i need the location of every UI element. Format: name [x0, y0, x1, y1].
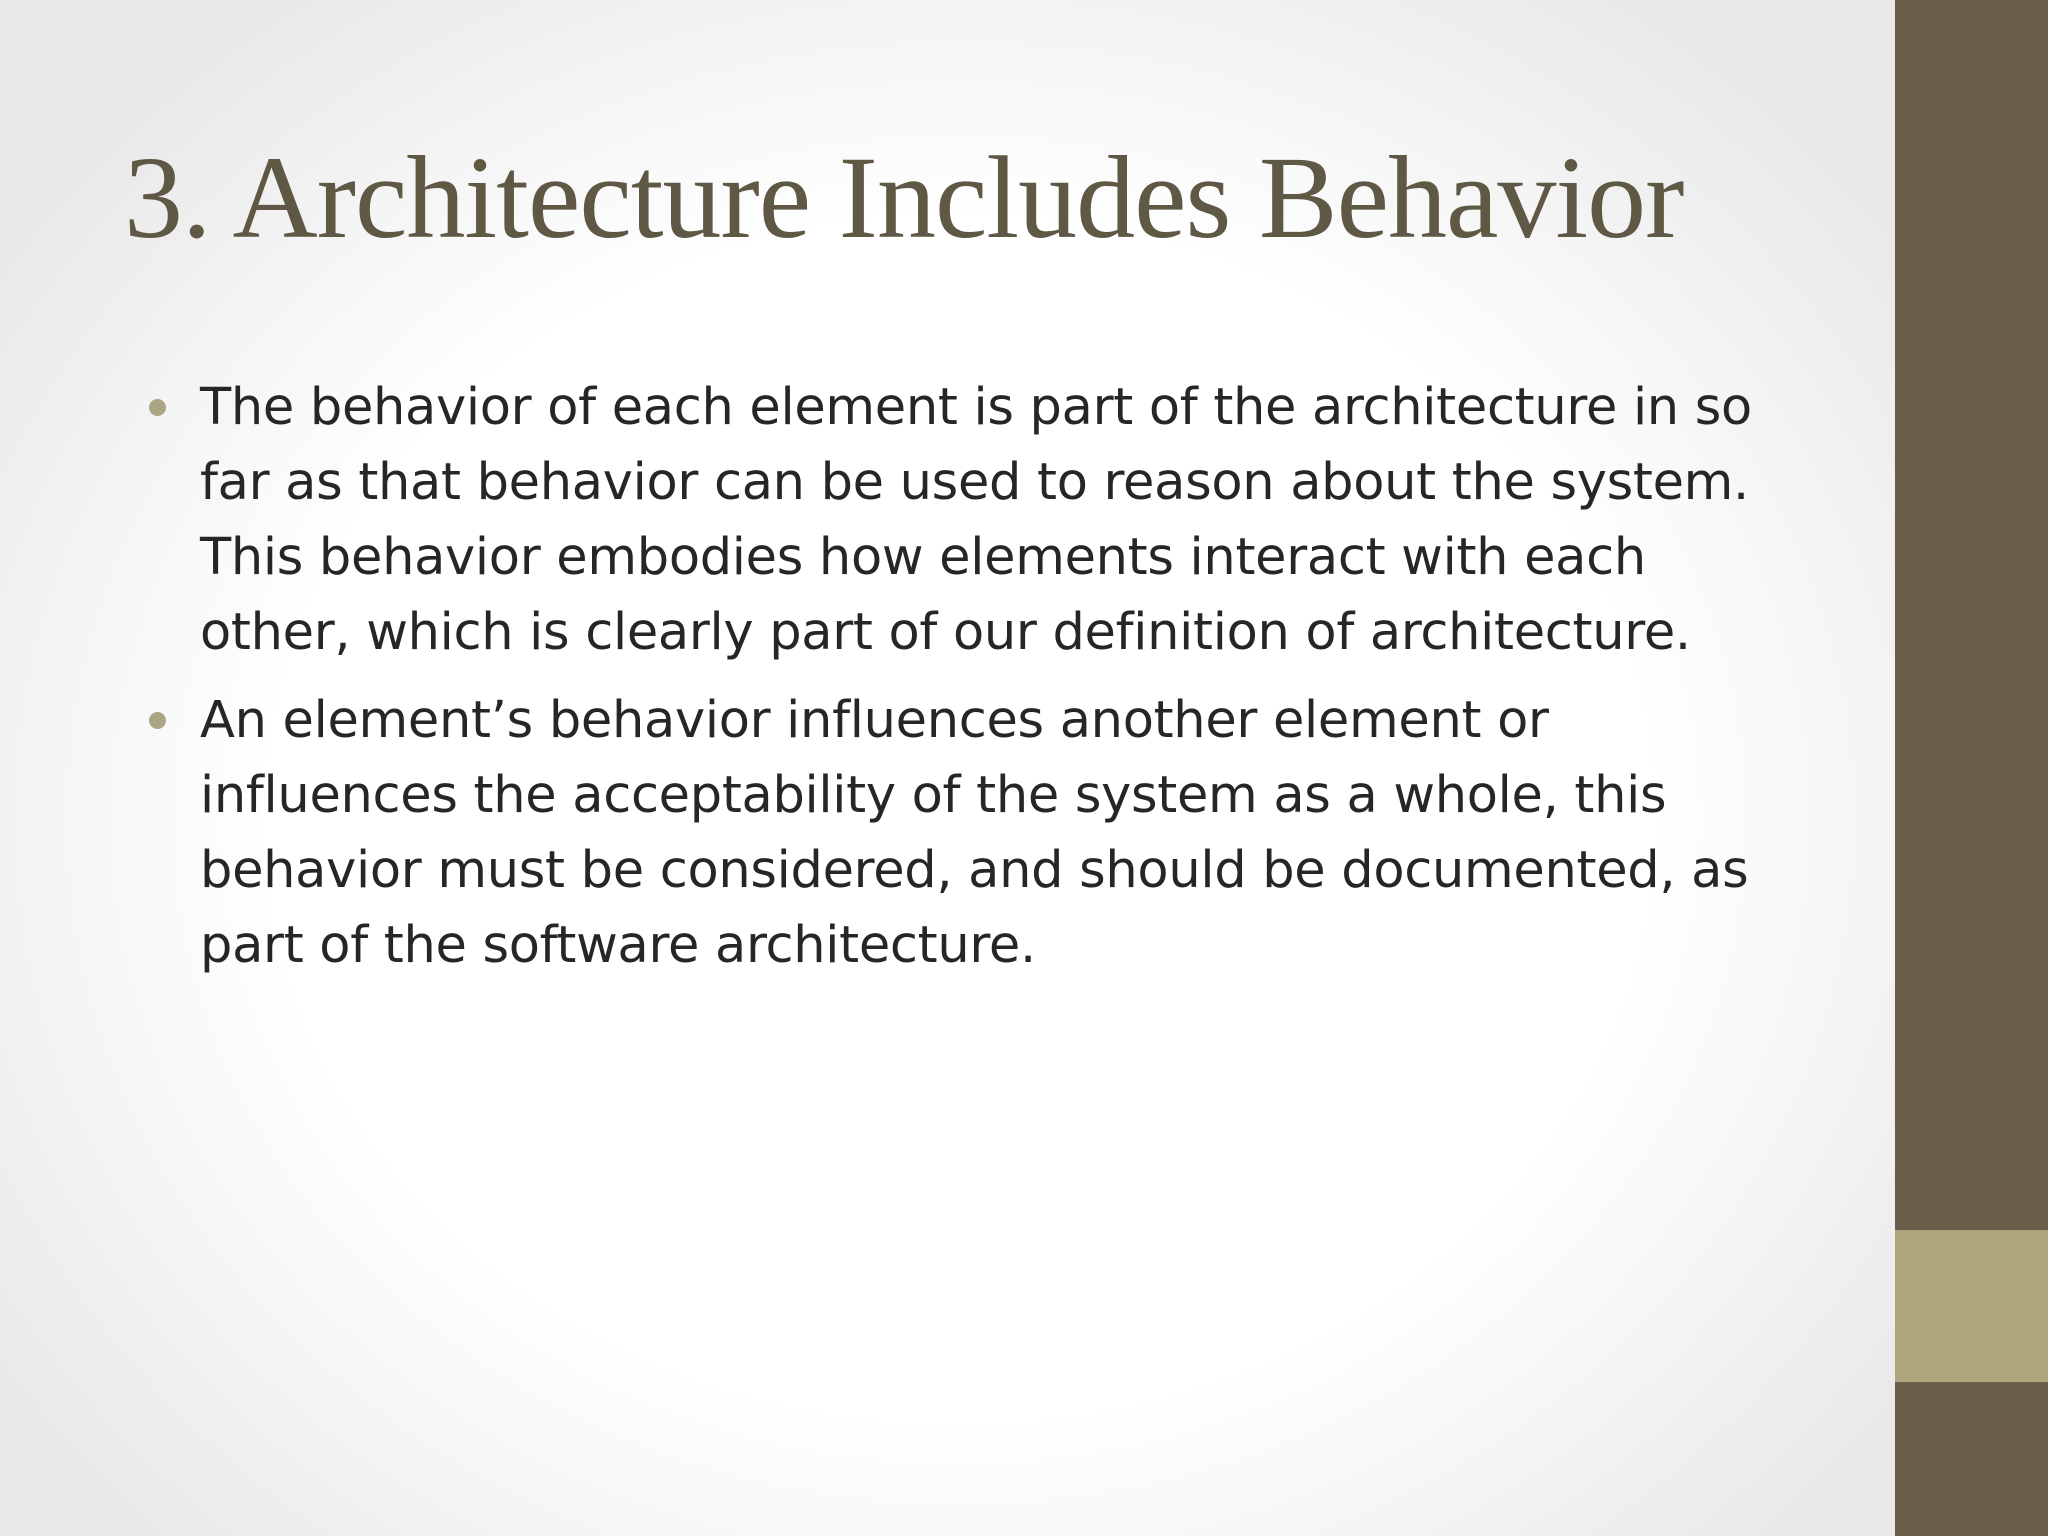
bullet-text: An element’s behavior influences another element or influences the acceptability of the system as a whole, this behavior must be considered, and should be documented, as part of the software architecture.: [200, 691, 1749, 975]
bullet-list: [145, 370, 1785, 996]
bullet-text: The behavior of each element is part of the architecture in so far as that behavior can be used to reason about the system. This behavior embodies how elements interact with each other, which is clearly part of our definition of architecture.: [200, 378, 1752, 662]
slide-title: 3. Architecture Includes Behavior: [124, 132, 1684, 263]
bullet-dot-icon: [149, 712, 166, 729]
bullet-dot-icon: [149, 399, 166, 416]
bullet-item: [145, 370, 1785, 670]
bullet-item: [145, 683, 1785, 983]
side-bar-accent-decoration: [1895, 1230, 2048, 1382]
